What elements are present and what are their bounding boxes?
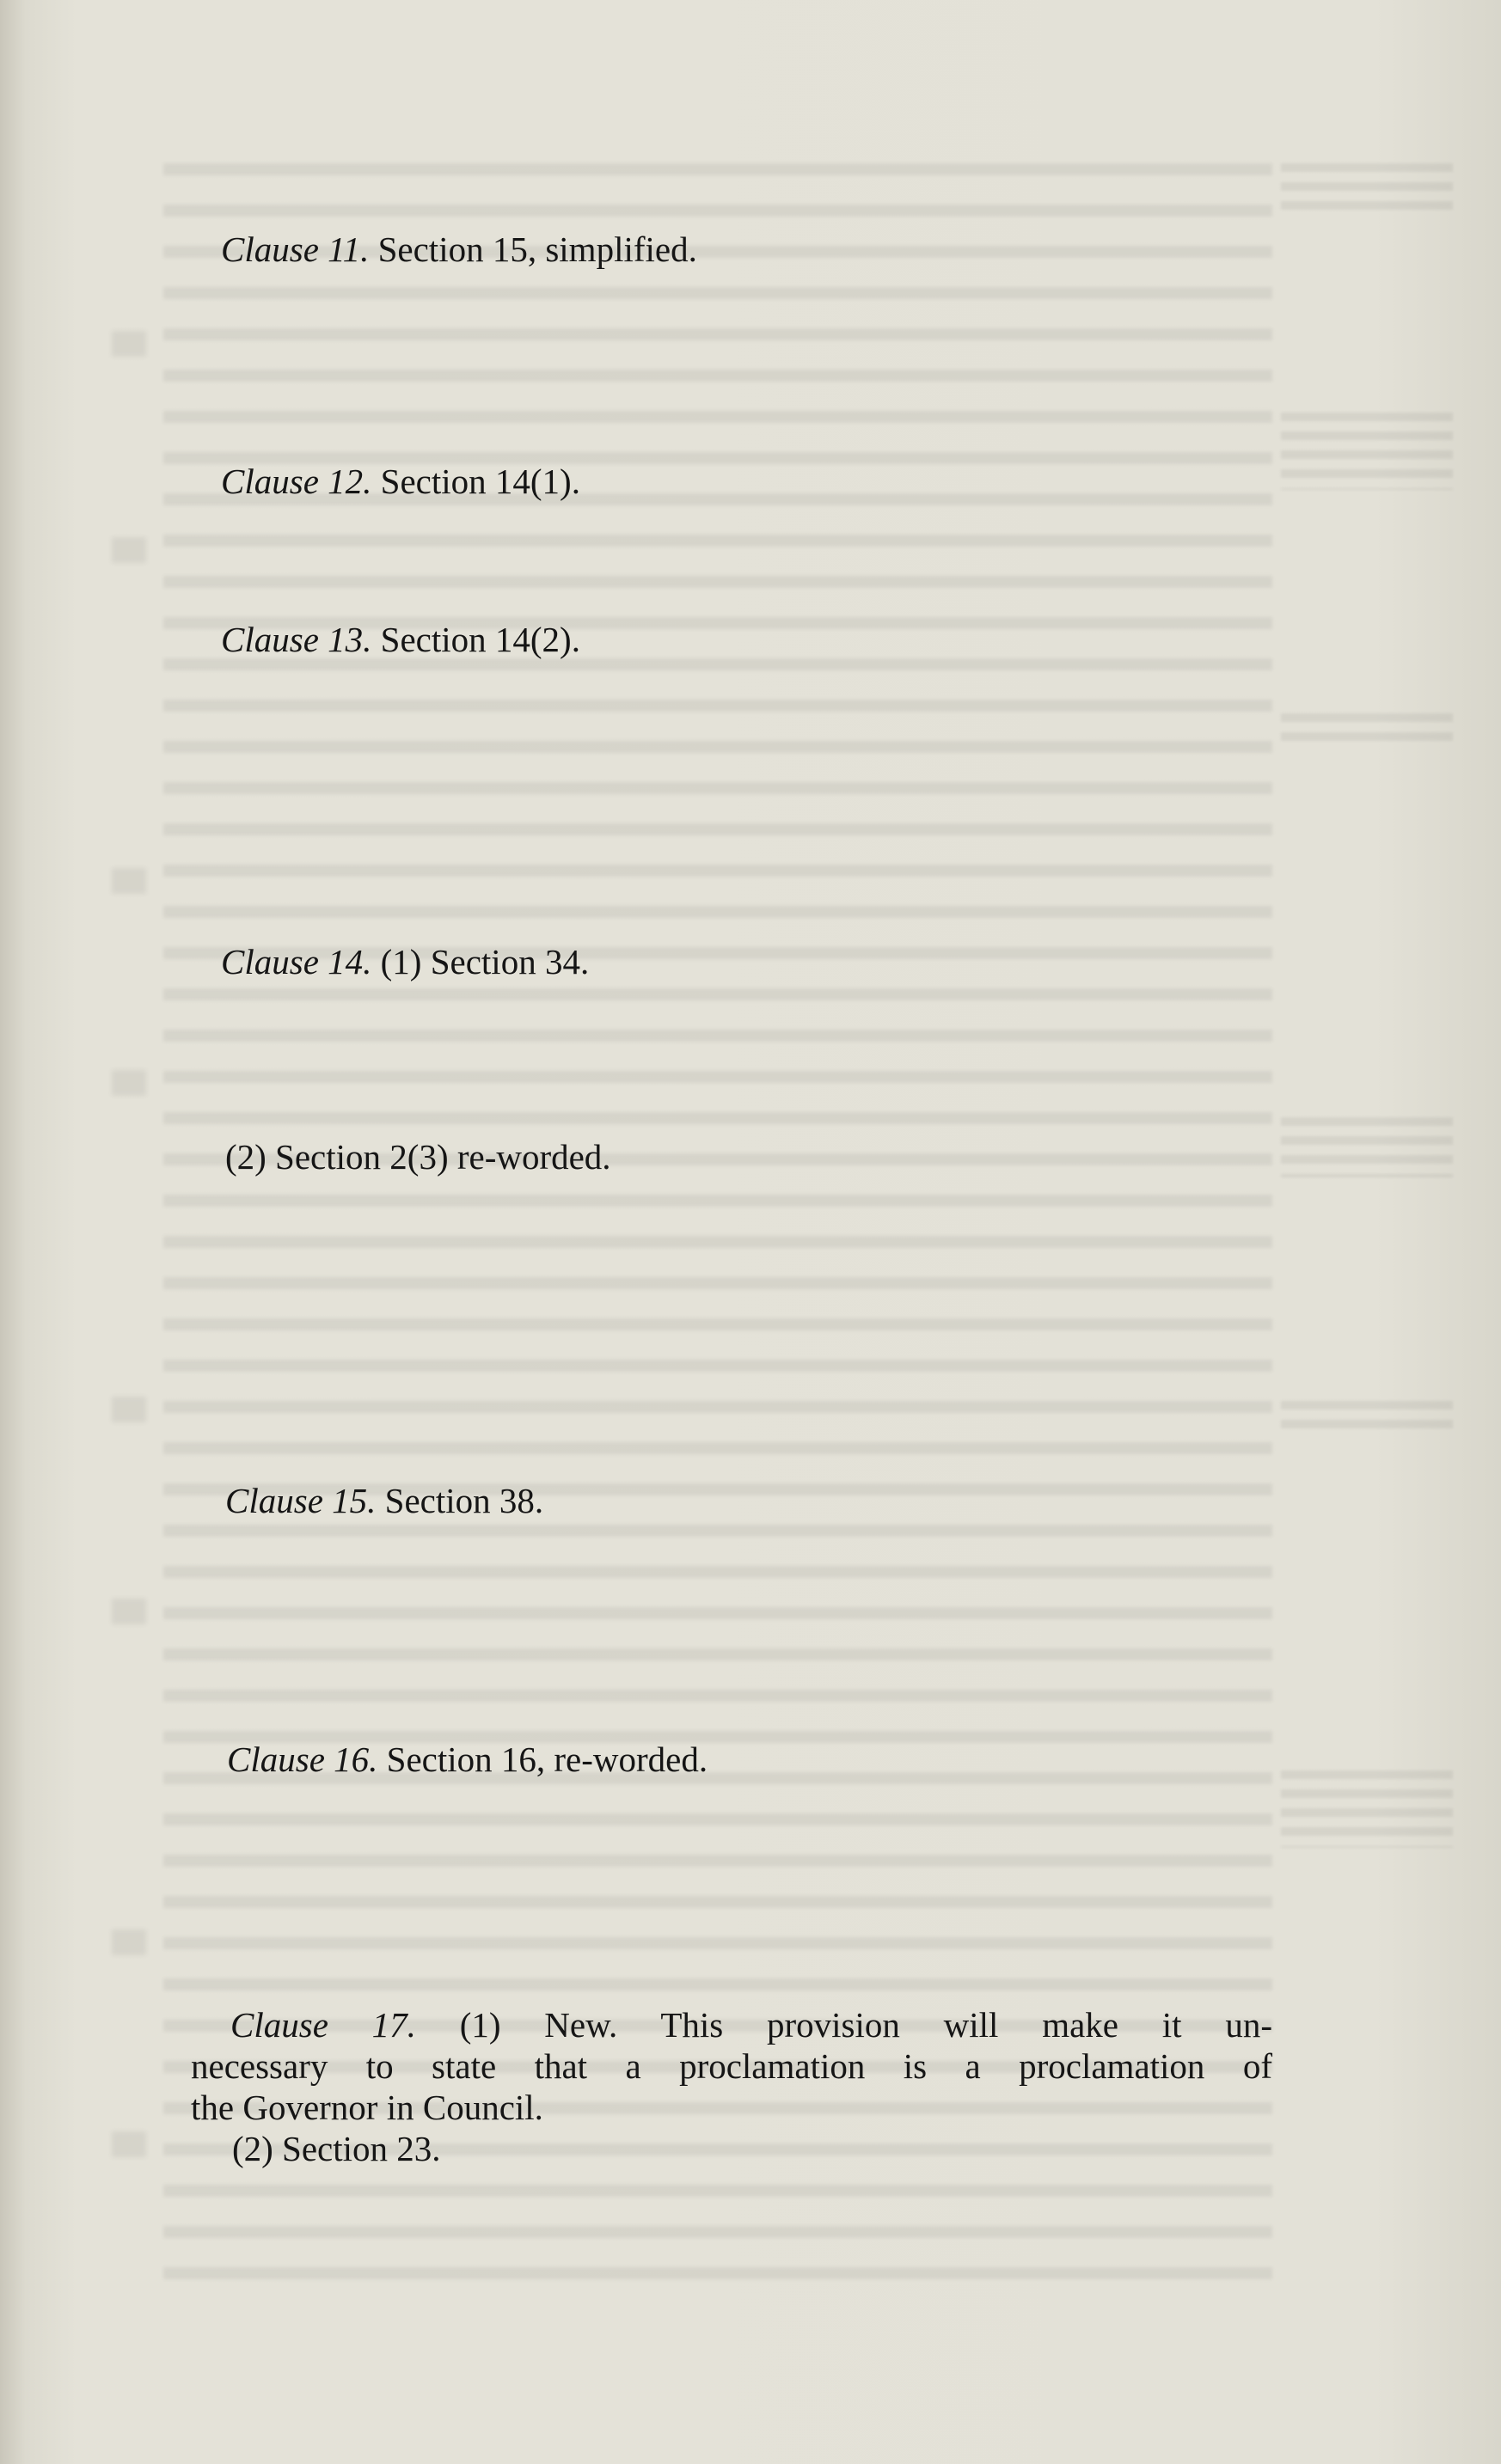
clause-text: (1) Section 34. bbox=[371, 942, 590, 981]
bleed-through-margin-note bbox=[1281, 1117, 1453, 1177]
clause-text: Section 38. bbox=[376, 1481, 544, 1520]
clause-15-note bbox=[225, 1480, 543, 1521]
clause-11-note bbox=[221, 229, 697, 270]
bleed-through-line-number bbox=[112, 1397, 146, 1422]
clause-17-line-4: (2) Section 23. bbox=[232, 2129, 441, 2168]
clause-text: Section 14(1). bbox=[371, 462, 580, 501]
bleed-through-margin-note bbox=[1281, 163, 1453, 215]
clause-12-note bbox=[221, 461, 580, 502]
clause-17-line-1 bbox=[191, 2004, 1272, 2045]
bleed-through-line-number bbox=[112, 868, 146, 894]
bleed-through-line-number bbox=[112, 1599, 146, 1624]
clause-text: (1) New. This provision will make it un- bbox=[415, 2005, 1272, 2045]
clause-text: Section 15, simplified. bbox=[369, 229, 697, 269]
clause-label: Clause 17. bbox=[230, 2005, 416, 2045]
clause-14-subsection-2 bbox=[225, 1136, 611, 1177]
bleed-through-margin-note bbox=[1281, 413, 1453, 490]
clause-label: Clause 11. bbox=[221, 229, 370, 269]
bleed-through-margin-note bbox=[1281, 1770, 1453, 1848]
clause-13-note bbox=[221, 619, 580, 660]
clause-17-line-3: the Governor in Council. bbox=[191, 2088, 543, 2127]
clause-text: (2) Section 2(3) re-worded. bbox=[225, 1137, 611, 1177]
clause-14-note bbox=[221, 941, 589, 982]
clause-text: Section 16, re-worded. bbox=[377, 1739, 708, 1779]
clause-label: Clause 14. bbox=[221, 942, 372, 981]
clause-text: Section 14(2). bbox=[371, 620, 580, 659]
clause-label: Clause 15. bbox=[225, 1481, 377, 1520]
bleed-through-line-number bbox=[112, 1070, 146, 1096]
bleed-through-line-number bbox=[112, 1929, 146, 1955]
clause-label: Clause 13. bbox=[221, 620, 372, 659]
clause-17-line-2: necessary to state that a proclamation is a proclamation of bbox=[191, 2046, 1272, 2086]
bleed-through-line-number bbox=[112, 537, 146, 563]
clause-17-note bbox=[191, 2004, 1272, 2169]
bleed-through-margin-note bbox=[1281, 1401, 1453, 1435]
clause-label: Clause 12. bbox=[221, 462, 372, 501]
bleed-through-line-number bbox=[112, 2131, 146, 2157]
clause-label: Clause 16. bbox=[227, 1739, 378, 1779]
clause-16-note bbox=[227, 1739, 708, 1780]
bleed-through-margin-note bbox=[1281, 713, 1453, 748]
bleed-through-line-number bbox=[112, 331, 146, 357]
